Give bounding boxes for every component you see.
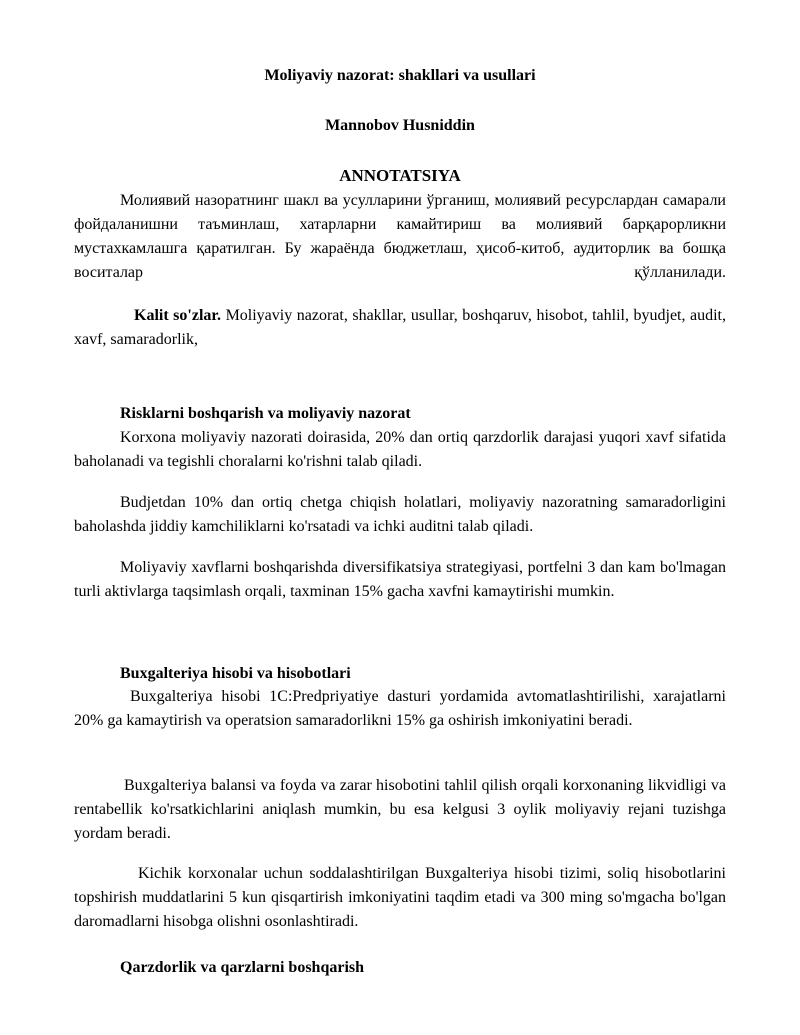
annotation-heading: ANNOTATSIYA xyxy=(339,166,461,185)
keywords-text: Moliyaviy nazorat, shakllar, usullar, boshqaruv, hisobot, tahlil, byudjet, audit, xavf, samaradorlik, xyxy=(74,307,727,348)
section-paragraph: Buxgalteriya hisobi 1C:Predpriyatiye dasturi yordamida avtomatlashtirilishi, xarajatlarni 20% ga kamaytirish va operatsion samaradorlikni 15% ga oshirish imkoniyatini beradi. xyxy=(74,688,726,729)
section-heading-accounting: Buxgalteriya hisobi va hisobotlari xyxy=(120,665,351,682)
document-title: Moliyaviy nazorat: shakllari va usullari xyxy=(264,67,536,84)
section-paragraph: Moliyaviy xavflarni boshqarishda diversifikatsiya strategiyasi, portfelni 3 dan kam bo'lmagan turli aktivlarga taqsimlash orqali, taxminan 15% gacha xavfni kamaytirishi mumkin. xyxy=(74,559,726,600)
section-heading-debt: Qarzdorlik va qarzlarni boshqarish xyxy=(120,959,365,976)
section-paragraph: Buxgalteriya balansi va foyda va zarar hisobotini tahlil qilish orqali korxonaning likvidligi va rentabellik ko'rsatkichlarini aniqlash mumkin, bu esa kelgusi 3 oylik moliyaviy rejani tuzishga yordam beradi. xyxy=(74,777,726,842)
keywords-paragraph xyxy=(74,304,726,352)
section-paragraph: Korxona moliyaviy nazorati doirasida, 20% dan ortiq qarzdorlik darajasi yuqori xavf sifatida baholanadi va tegishli choralarni ko'rishni talab qiladi. xyxy=(74,429,726,470)
section-paragraph: Budjetdan 10% dan ortiq chetga chiqish holatlari, moliyaviy nazoratning samaradorligini baholashda jiddiy kamchiliklarni ko'rsatadi va ichki auditni talab qiladi. xyxy=(74,494,726,535)
section-paragraph: Kichik korxonalar uchun soddalashtirilgan Buxgalteriya hisobi tizimi, soliq hisobotlarini topshirish muddatlarini 5 kun qisqartirish imkoniyatini taqdim etadi va 300 ming so'mgacha bo'lgan daromadlarni hisobga olishni osonlashtiradi. xyxy=(74,865,726,930)
author-name: Mannobov Husniddin xyxy=(325,117,475,134)
keywords-label: Kalit so'zlar. xyxy=(134,307,222,324)
annotation-paragraph: Молиявий назоратнинг шакл ва усулларини ўрганиш, молиявий ресурслардан самарали фойдаланишни таъминлаш, хатарларни камайтириш ва молиявий барқарорликни мустахкамлашга қаратилган. Бу жараёнда бюджетлаш, ҳисоб-китоб, аудиторлик ва бошқа воситалар қўлланилади. xyxy=(74,192,726,281)
section-heading-risks: Risklarni boshqarish va moliyaviy nazorat xyxy=(120,405,411,422)
